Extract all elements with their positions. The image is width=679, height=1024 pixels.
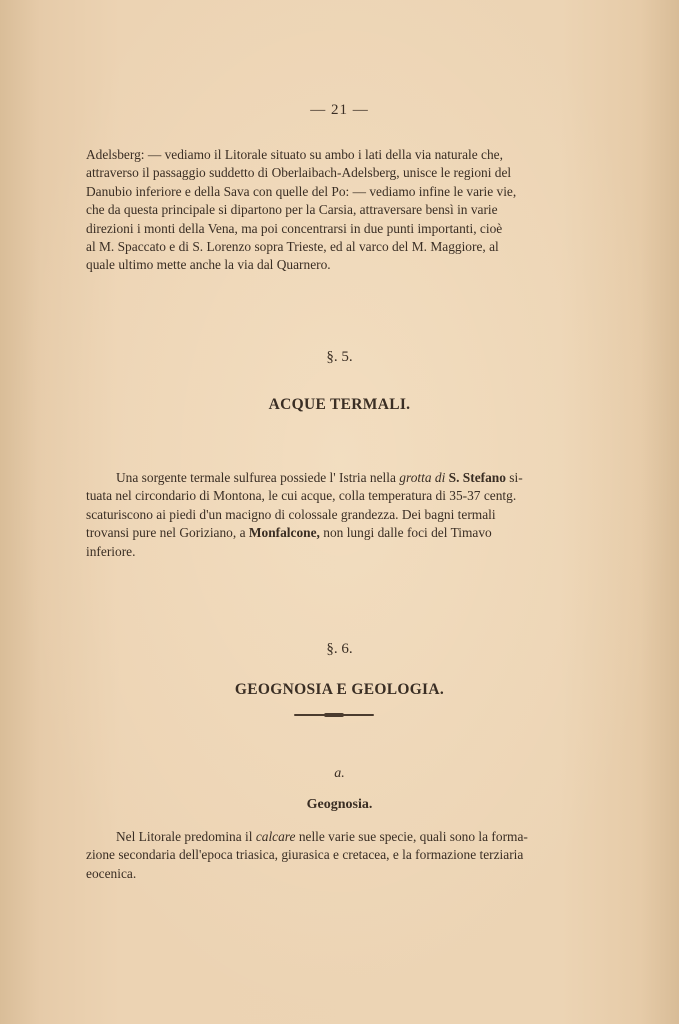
place-name: S. Stefano xyxy=(448,470,506,485)
intro-line: al M. Spaccato e di S. Lorenzo sopra Trieste, ed al varco del M. Maggiore, al xyxy=(86,239,499,255)
text-run: trovansi pure nel Goriziano, a xyxy=(86,525,249,541)
subsection-letter: a. xyxy=(334,766,345,781)
place-name: Monfalcone, xyxy=(248,525,320,541)
intro-paragraph xyxy=(86,146,568,275)
section-5-title: ACQUE TERMALI. xyxy=(268,396,411,413)
paragraph-line xyxy=(86,828,568,846)
paragraph-line: inferiore. xyxy=(86,543,136,559)
intro-line: attraverso il passaggio suddetto di Oberlaibach-Adelsberg, unisce le regioni del xyxy=(86,165,512,181)
subsection-title: Geognosia. xyxy=(306,797,373,812)
paragraph-line: tuata nel circondario di Montona, le cui acque, colla temperatura di 35-37 centg. xyxy=(86,488,517,504)
paragraph-line xyxy=(86,524,568,542)
paragraph-line xyxy=(86,469,568,487)
intro-line: Danubio inferiore e della Sava con quelle del Po: — vediamo infine le varie vie, xyxy=(86,183,517,199)
emphasis-text: calcare xyxy=(255,829,296,844)
text-run: Una sorgente termale sulfurea possiede l' Istria nella xyxy=(116,470,400,485)
geognosia-paragraph xyxy=(86,828,568,883)
paragraph-line: zione secondaria dell'epoca triasica, giurasica e cretacea, e la formazione terziaria xyxy=(86,847,524,863)
paragraph-line: scaturiscono ai piedi d'un macigno di colossale grandezza. Dei bagni termali xyxy=(86,506,496,522)
text-run: non lungi dalle foci del Timavo xyxy=(319,525,492,541)
page-number: — 21 — xyxy=(310,102,369,118)
section-6-title: GEOGNOSIA E GEOLOGIA. xyxy=(234,681,445,698)
text-run: Nel Litorale predomina il xyxy=(116,829,256,844)
acque-termali-paragraph xyxy=(86,469,568,561)
emphasis-text: grotta di xyxy=(399,470,446,485)
paragraph-line: eocenica. xyxy=(86,865,137,881)
intro-line: che da questa principale si dipartono per la Carsia, attraversare bensì in varie xyxy=(86,202,498,218)
intro-line: Adelsberg: — vediamo il Litorale situato su ambo i lati della via naturale che, xyxy=(86,147,503,162)
section-5-number: §. 5. xyxy=(326,349,353,365)
text-run: nelle varie sue specie, quali sono la forma- xyxy=(295,829,528,844)
text-run: si- xyxy=(505,470,523,485)
ornamental-divider xyxy=(294,714,374,716)
intro-line: quale ultimo mette anche la via dal Quarnero. xyxy=(86,257,331,273)
section-6-number: §. 6. xyxy=(326,641,353,657)
intro-line: direzioni i monti della Vena, ma poi concentrarsi in due punti importanti, cioè xyxy=(86,220,503,236)
